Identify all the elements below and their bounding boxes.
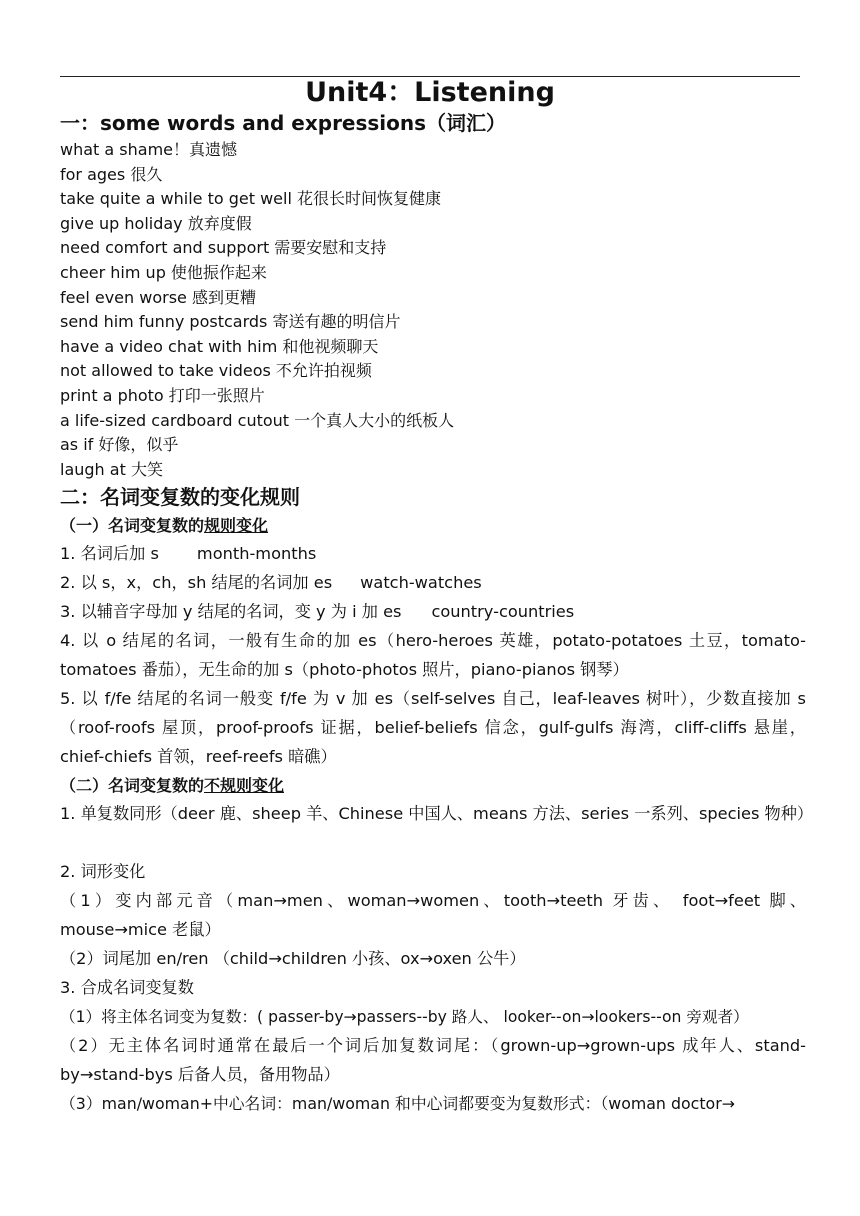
vocab-item: laugh at 大笑 <box>60 459 163 479</box>
rule-4: 4. 以 o 结尾的名词，一般有生命的加 es（hero-heroes 英雄，potato-potatoes 土豆，tomato-tomatoes 番茄），无生命的加 s（photo-photos 照片，piano-pianos 钢琴） <box>60 631 806 679</box>
rule-3 <box>60 598 806 627</box>
rule-1 <box>60 540 806 569</box>
rule-example: watch-watches <box>360 573 482 592</box>
rule-text: 3. 以辅音字母加 y 结尾的名词，变 y 为 i 加 es <box>60 602 402 621</box>
rule-2 <box>60 569 806 598</box>
page-title: Unit4：Listening <box>305 77 555 108</box>
rule-text: 2. 以 s，x，ch，sh 结尾的名词加 es <box>60 573 333 592</box>
vocab-item: give up holiday 放弃度假 <box>60 213 252 233</box>
vocab-item: not allowed to take videos 不允许拍视频 <box>60 361 372 381</box>
rule-text: 1. 名词后加 s <box>60 544 159 563</box>
rule-5: 5. 以 f/fe 结尾的名词一般变 f/fe 为 v 加 es（self-selves 自己，leaf-leaves 树叶），少数直接加 s（roof-roofs 屋顶，proof-proofs 证据，belief-beliefs 信念，gulf-gulfs 海湾，cliff-cliffs 悬崖，chief-chiefs 首领，reef-reefs 暗礁） <box>60 689 806 766</box>
vocab-item: take quite a while to get well 花很长时间恢复健康 <box>60 189 442 209</box>
vocab-item: cheer him up 使他振作起来 <box>60 262 267 282</box>
subheading-prefix: （一）名词变复数的 <box>60 516 205 535</box>
irregular-3: 3. 合成名词变复数 <box>60 978 194 997</box>
section2-heading: 二：名词变复数的变化规则 <box>60 485 300 509</box>
irregular-subheading <box>60 773 284 799</box>
regular-subheading <box>60 513 268 539</box>
subheading-underlined: 规则变化 <box>204 516 269 535</box>
vocabulary-list <box>60 138 800 482</box>
vocab-item: send him funny postcards 寄送有趣的明信片 <box>60 312 401 332</box>
vocab-item: what a shame！真遗憾 <box>60 140 237 159</box>
vocab-item: a life-sized cardboard cutout 一个真人大小的纸板人 <box>60 410 455 430</box>
vocab-item: feel even worse 感到更糟 <box>60 287 256 307</box>
vocab-item: need comfort and support 需要安慰和支持 <box>60 238 387 258</box>
vocab-item: have a video chat with him 和他视频聊天 <box>60 336 379 356</box>
irregular-3b: （2）无主体名词时通常在最后一个词后加复数词尾：（grown-up→grown-ups 成年人、stand-by→stand-bys 后备人员，备用物品） <box>60 1036 806 1084</box>
irregular-2a: （1）变内部元音（man→men、woman→women、tooth→teeth 牙齿、 foot→feet 脚、mouse→mice 老鼠） <box>60 891 806 939</box>
irregular-3a: （1）将主体名词变为复数：( passer-by→passers--by 路人、 looker--on→lookers--on 旁观者） <box>60 1008 749 1026</box>
rule-example: month-months <box>196 544 317 563</box>
irregular-2b: （2）词尾加 en/ren （child→children 小孩、ox→oxen 公牛） <box>60 949 526 968</box>
irregular-2: 2. 词形变化 <box>60 862 146 881</box>
section1-heading: 一：some words and expressions（词汇） <box>60 111 507 135</box>
vocab-item: print a photo 打印一张照片 <box>60 385 265 405</box>
subheading-prefix: （二）名词变复数的 <box>60 776 205 795</box>
rule-example: country-countries <box>431 602 575 621</box>
irregular-3c: （3）man/woman+中心名词：man/woman 和中心词都要变为复数形式：（woman doctor→ <box>60 1094 735 1113</box>
vocab-item: as if 好像，似乎 <box>60 435 179 455</box>
vocab-item: for ages 很久 <box>60 164 163 184</box>
irregular-1: 1. 单复数同形（deer 鹿、sheep 羊、Chinese 中国人、means 方法、series 一系列、species 物种） <box>60 804 814 823</box>
subheading-underlined: 不规则变化 <box>204 776 285 795</box>
